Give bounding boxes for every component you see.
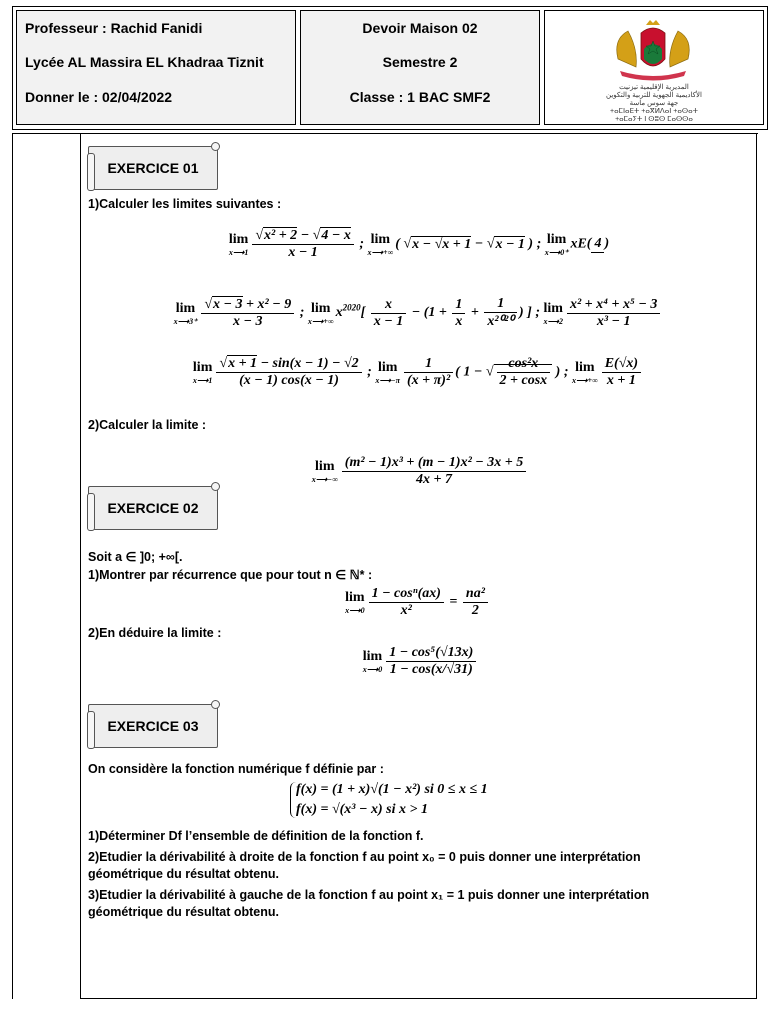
right-page-border	[756, 133, 757, 999]
moroccan-emblem-icon	[608, 19, 698, 81]
margin-line	[80, 133, 81, 999]
content-bottom-border	[80, 998, 756, 999]
limit-polynomial: lim x⟶−∞ $\frac{\text{(m² − 1)x³ + (m − 1)x² − 3x + 5}}{4x + 7}$	[285, 455, 555, 488]
piecewise-case-2: f(x) = √(x³ − x) si x > 1	[296, 802, 428, 817]
piecewise-function	[290, 782, 556, 818]
limits-row-2: lim x⟶3⁺ $\frac{\text{√x − 3 + x² − 9}}{x - 3}$ ; lim x⟶+∞ $x^{2020}$[ $\frac{x}{x - 1}$ − (1 + $\frac{1}{x}$ + $\frac{1}{\text{x²⁰²⁰}}$ ) ] ; lim x⟶2 $\frac{\text{x² + x⁴ + x⁵ − 3}}{\text{x³ − 1}}$	[148, 296, 688, 330]
exercise-2-banner	[88, 486, 218, 530]
left-page-border	[12, 133, 13, 999]
limits-row-3: lim x⟶1 $\frac{√x + 1 - \sin(x - 1) - √2}{(x - 1) \cos(x - 1)}$ ; lim x⟶−π $\frac{1}{\text{(x + π)²}}$ ( 1 − √ $\frac{\text{cos²x}}{2 + \cos x}$ ) ; lim x⟶+∞ $\frac{E(√x)}{x + 1}$	[158, 356, 678, 389]
header-info-box	[16, 10, 296, 125]
limits-row-1: lim x⟶1 $\frac{\text{√x² + 2 − √4 − x}}{x - 1}$ ; lim x⟶+∞ ( √x − √x + 1 − √x − 1 ) ; lim x⟶0⁺ xE( 4 )	[228, 228, 610, 260]
class-label: Classe : 1 BAC SMF2	[349, 89, 491, 105]
header-emblem-box	[544, 10, 764, 125]
header-title-box	[300, 10, 540, 125]
deduced-limit: lim x⟶0 $\frac{\text{1 − cos⁵(√13x)}}{1 - \cos(x/√31)}$	[348, 645, 493, 678]
arabic-academy: الأكاديمية الجهوية للتربية والتكوين	[606, 92, 702, 99]
exercise-2-question-1: 1)Montrer par récurrence que pour tout n ∈ ℕ* :	[88, 568, 373, 582]
school-name: Lycée AL Massira EL Khadraa Tiznit	[25, 54, 264, 70]
exercise-1-question-1: 1)Calculer les limites suivantes :	[88, 197, 282, 211]
content-top-border	[12, 133, 758, 134]
recurrence-limit: lim x⟶0 $\frac{\text{1 − cosⁿ(ax)}}{\text{x²}}$ = $\frac{\text{na²}}{2}$	[330, 586, 505, 619]
exercise-1-question-2: 2)Calculer la limite :	[88, 418, 207, 432]
exercise-2-question-2: 2)En déduire la limite :	[88, 626, 222, 640]
exercise-3-question-3-line-1: 3)Etudier la dérivabilité à gauche de la fonction f au point x₁ = 1 puis donner une interprétation	[88, 888, 650, 902]
piecewise-case-1: f(x) = (1 + x)√(1 − x²) si 0 ≤ x ≤ 1	[296, 782, 488, 797]
exercise-3-intro: On considère la fonction numérique f définie par :	[88, 762, 384, 776]
assignment-title: Devoir Maison 02	[362, 20, 478, 36]
exercise-3-question-1: 1)Déterminer Df l’ensemble de définition de la fonction f.	[88, 829, 424, 843]
exercise-2-given: Soit a ∈ ]0; +∞[.	[88, 550, 183, 564]
exercise-3-question-3-line-2: géométrique du résultat obtenu.	[88, 905, 279, 919]
exercise-3-question-2-line-1: 2)Etudier la dérivabilité à droite de la fonction f au point x₀ = 0 puis donner une interprétation	[88, 850, 641, 864]
tifinagh-line-2: +ⴰⵎⴰⵢⵜ ⵏ ⵙⵓⵙ ⵎⴰⵙⵙⴰ	[615, 116, 693, 123]
exercise-3-title: EXERCICE 03	[107, 718, 199, 734]
tifinagh-line-1: +ⴰⵎⵏⴰⴹⵜ +ⴰⴳⵍⴷⴰⵏ +ⴰⵙⴰⵜ	[610, 108, 698, 115]
exercise-3-question-2-line-2: géométrique du résultat obtenu.	[88, 867, 279, 881]
exercise-3-banner	[88, 704, 218, 748]
exercise-1-title: EXERCICE 01	[107, 160, 199, 176]
exercise-1-banner	[88, 146, 218, 190]
arabic-region: جهة سوس ماسة	[629, 100, 679, 107]
exercise-2-title: EXERCICE 02	[107, 500, 199, 516]
professor-name: Professeur : Rachid Fanidi	[25, 20, 203, 36]
semester-label: Semestre 2	[382, 54, 458, 70]
arabic-directorate: المديرية الإقليمية تيزنيت	[619, 84, 689, 91]
issue-date: Donner le : 02/04/2022	[25, 89, 173, 105]
